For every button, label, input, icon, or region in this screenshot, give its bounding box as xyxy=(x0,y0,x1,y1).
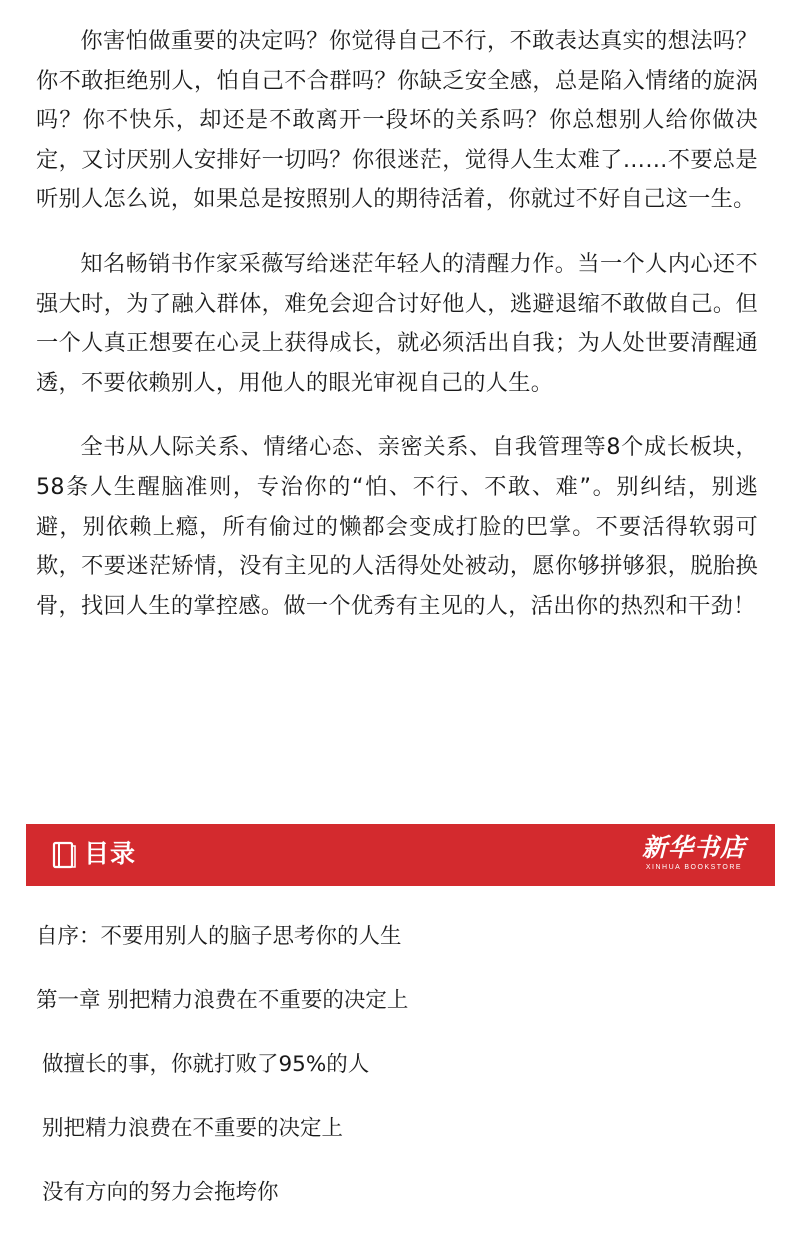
book-introduction xyxy=(36,22,758,651)
intro-paragraph-1: 你害怕做重要的决定吗？你觉得自己不行，不敢表达真实的想法吗？你不敢拒绝别人，怕自己不合群吗？你缺乏安全感，总是陷入情绪的旋涡吗？你不快乐，却还是不敢离开一段坏的关系吗？你总想别人给你做决定，又讨厌别人安排好一切吗？你很迷茫，觉得人生太难了……不要总是听别人怎么说，如果总是按照别人的期待活着，你就过不好自己这一生。 xyxy=(36,28,758,213)
intro-paragraph-2: 知名畅销书作家采薇写给迷茫年轻人的清醒力作。当一个人内心还不强大时，为了融入群体，难免会迎合讨好他人，逃避退缩不敢做自己。但一个人真正想要在心灵上获得成长，就必须活出自我；为人处世要清醒通透，不要依赖别人，用他人的眼光审视自己的人生。 xyxy=(36,250,758,396)
intro-paragraph-3: 全书从人际关系、情绪心态、亲密关系、自我管理等8个成长板块，58条人生醒脑准则，专治你的“怕、不行、不敢、难”。别纠结，别逃避，别依赖上瘾，所有偷过的懒都会变成打脸的巴掌。不要活得软弱可欺，不要迷茫矫情，没有主见的人活得处处被动，愿你够拼够狠，脱胎换骨，找回人生的掌控感。做一个优秀有主见的人，活出你的热烈和干劲！ xyxy=(36,434,758,619)
toc-header-banner xyxy=(26,824,775,886)
toc-item-preface: 自序：不要用别人的脑子思考你的人生 xyxy=(36,924,402,949)
brand-subtitle: XINHUA BOOKSTORE xyxy=(645,864,743,871)
toc-item-section: 没有方向的努力会拖垮你 xyxy=(42,1180,279,1205)
toc-title: 目录 xyxy=(84,839,137,868)
book-icon xyxy=(50,840,80,870)
brand-logo-text: 新华书店 xyxy=(641,833,746,862)
xinhua-bookstore-logo xyxy=(639,833,749,877)
toc-item-section: 做擅长的事，你就打败了95%的人 xyxy=(42,1052,370,1077)
toc-item-section: 别把精力浪费在不重要的决定上 xyxy=(42,1116,344,1141)
toc-item-chapter-1: 第一章 别把精力浪费在不重要的决定上 xyxy=(36,988,409,1013)
table-of-contents xyxy=(36,918,758,1238)
